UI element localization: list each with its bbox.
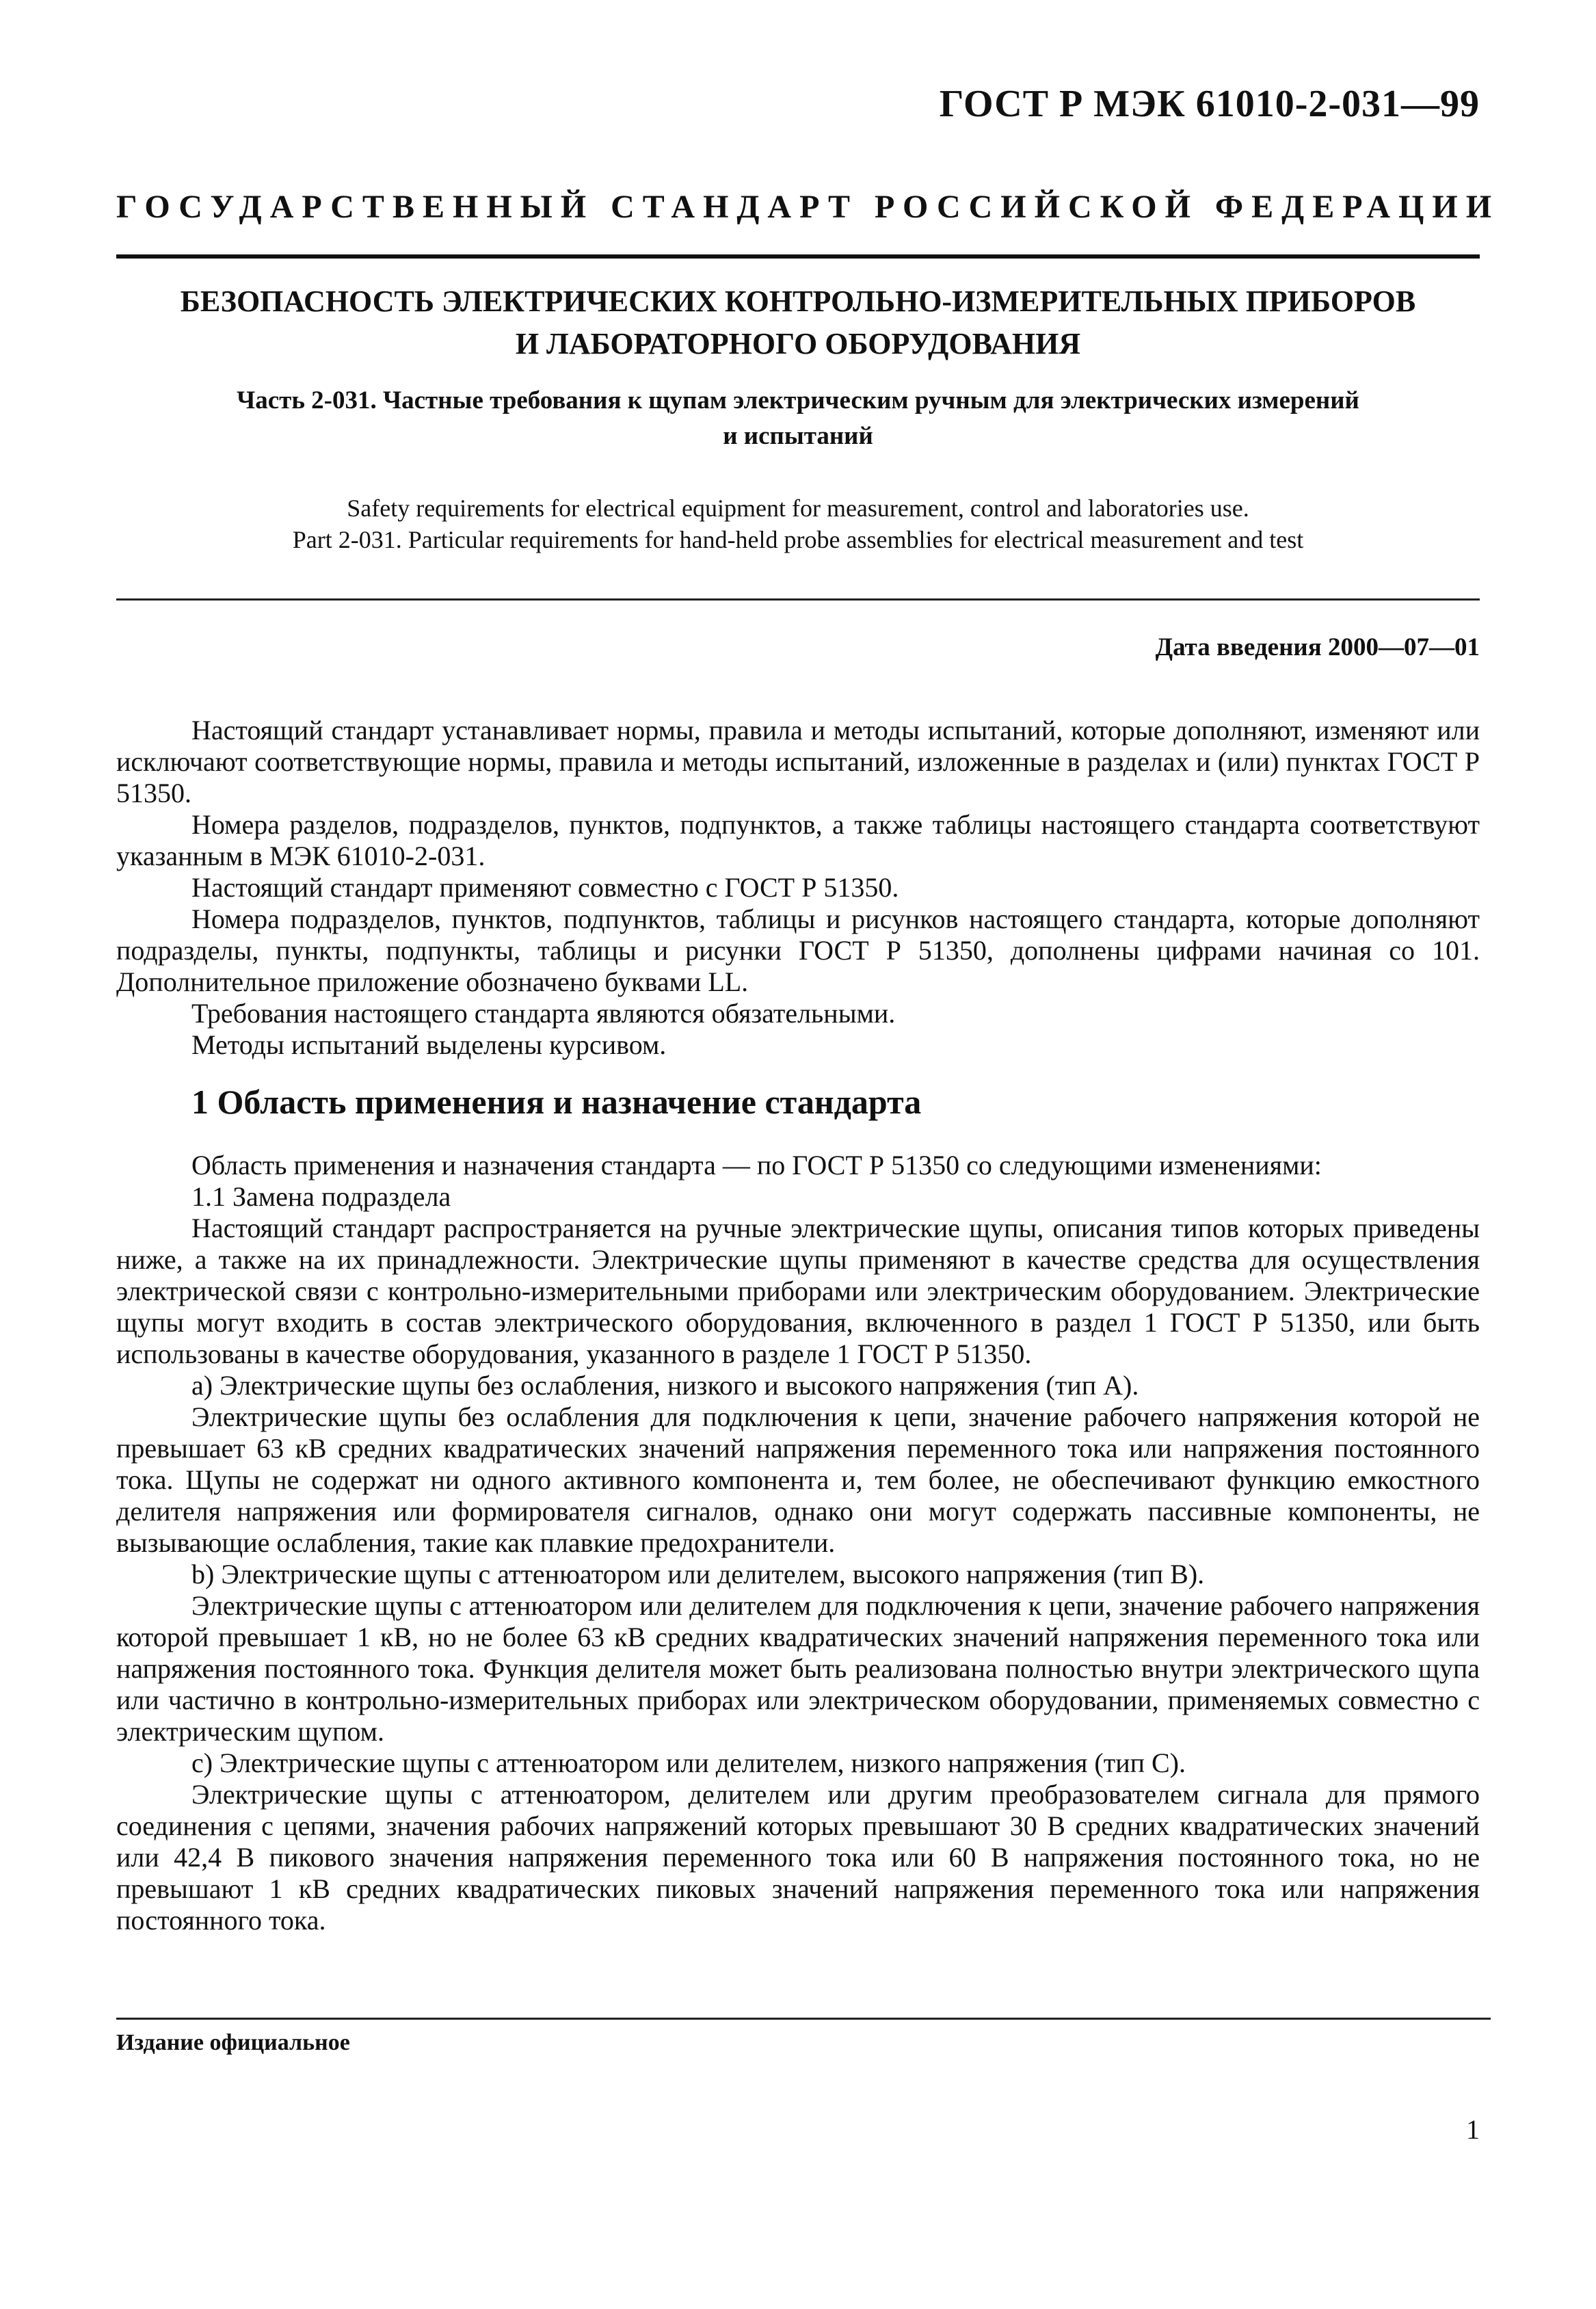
section-paragraph: Электрические щупы с аттенюатором или делителем для подключения к цепи, значение рабочего напряжения которой превышает 1 кВ, но не более 63 кВ средних квадратических значений напряжения переменного тока или напряжения постоянного тока. Функция делителя может быть реализована полностью внутри электрического щупа или частично в контрольно-измерительных приборах или электрическом оборудовании, применяемых совместно с электрическим щупом. [116, 1590, 1480, 1747]
section-paragraph: Настоящий стандарт распространяется на ручные электрические щупы, описания типов которых приведены ниже, а также на их принадлежности. Электрические щупы применяют в качестве средства для осуществления электрической связи с контрольно-измерительными приборами или электрическим оборудованием. Электрические щупы могут входить в состав электрического оборудования, включенного в раздел 1 ГОСТ Р 51350, или быть использованы в качестве оборудования, указанного в разделе 1 ГОСТ Р 51350. [116, 1213, 1480, 1369]
intro-paragraph: Требования настоящего стандарта являются обязательными. [191, 998, 896, 1029]
section-paragraph: Электрические щупы без ослабления для подключения к цепи, значение рабочего напряжения которой не превышает 63 кВ средних квадратических значений напряжения переменного тока или напряжения постоянного тока. Щупы не содержат ни одного активного компонента и, тем более, не обеспечивают функцию емкостного делителя напряжения или формирователя сигналов, однако они могут содержать пассивные компоненты, не вызывающие ослабления, такие как плавкие предохранители. [116, 1401, 1480, 1558]
english-title-line-1: Safety requirements for electrical equipment for measurement, control and laboratories use. [347, 494, 1249, 522]
list-item-b: b) Электрические щупы с аттенюатором или делителем, высокого напряжения (тип В). [191, 1559, 1205, 1589]
english-title-line-2: Part 2-031. Particular requirements for hand-held probe assemblies for electrical measurement and test [292, 526, 1304, 553]
title-line-1: БЕЗОПАСНОСТЬ ЭЛЕКТРИЧЕСКИХ КОНТРОЛЬНО-ИЗМЕРИТЕЛЬНЫХ ПРИБОРОВ [180, 285, 1416, 318]
section-heading: 1 Область применения и назначение стандарта [191, 1083, 922, 1121]
title-line-2: И ЛАБОРАТОРНОГО ОБОРУДОВАНИЯ [515, 327, 1081, 360]
footer-divider [116, 2018, 1491, 2020]
intro-paragraph: Номера подразделов, пунктов, подпунктов, таблицы и рисунков настоящего стандарта, которые дополняют подразделы, пункты, подпункты, таблицы и рисунки ГОСТ Р 51350, дополнены цифрами начиная со 101. Дополнительное приложение обозначено буквами LL. [116, 903, 1480, 997]
section-paragraph: Электрические щупы с аттенюатором, делителем или другим преобразователем сигнала для прямого соединения с цепями, значения рабочих напряжений которых превышают 30 В средних квадратических значений или 42,4 В пикового значения напряжения переменного тока или 60 В напряжения постоянного тока, но не превышают 1 кВ средних квадратических пиковых значений напряжения переменного тока или напряжения постоянного тока. [116, 1779, 1480, 1936]
intro-paragraph: Настоящий стандарт применяют совместно с ГОСТ Р 51350. [191, 872, 899, 903]
english-title [116, 492, 1480, 555]
header-divider [116, 254, 1480, 259]
state-standard-title: ГОСУДАРСТВЕННЫЙ СТАНДАРТ РОССИЙСКОЙ ФЕДЕРАЦИИ [116, 189, 1500, 225]
document-title [116, 280, 1480, 365]
title-divider [116, 598, 1480, 601]
body-text [116, 715, 1480, 1936]
list-item-c: c) Электрические щупы с аттенюатором или делителем, низкого напряжения (тип С). [191, 1747, 1186, 1778]
page-number: 1 [1466, 2114, 1480, 2145]
document-code: ГОСТ Р МЭК 61010-2-031—99 [939, 83, 1480, 125]
subsection-title: 1.1 Замена подраздела [191, 1181, 451, 1212]
introduction-date: Дата введения 2000—07—01 [1155, 633, 1480, 661]
intro-paragraph: Номера разделов, подразделов, пунктов, подпунктов, а также таблицы настоящего стандарта соответствуют указанным в МЭК 61010-2-031. [116, 809, 1480, 871]
part-title-line-1: Часть 2-031. Частные требования к щупам электрическим ручным для электрических измерений [237, 386, 1359, 414]
list-item-a: a) Электрические щупы без ослабления, низкого и высокого напряжения (тип А). [191, 1370, 1139, 1401]
intro-paragraph: Настоящий стандарт устанавливает нормы, правила и методы испытаний, которые дополняют, изменяют или исключают соответствующие нормы, правила и методы испытаний, изложенные в разделах и (или) пунктах ГОСТ Р 51350. [116, 715, 1480, 808]
edition-label: Издание официальное [116, 2030, 350, 2055]
intro-paragraph: Методы испытаний выделены курсивом. [191, 1029, 667, 1060]
section-paragraph: Область применения и назначения стандарта — по ГОСТ Р 51350 со следующими изменениями: [191, 1150, 1322, 1180]
part-title [116, 383, 1480, 454]
part-title-line-2: и испытаний [723, 422, 873, 450]
